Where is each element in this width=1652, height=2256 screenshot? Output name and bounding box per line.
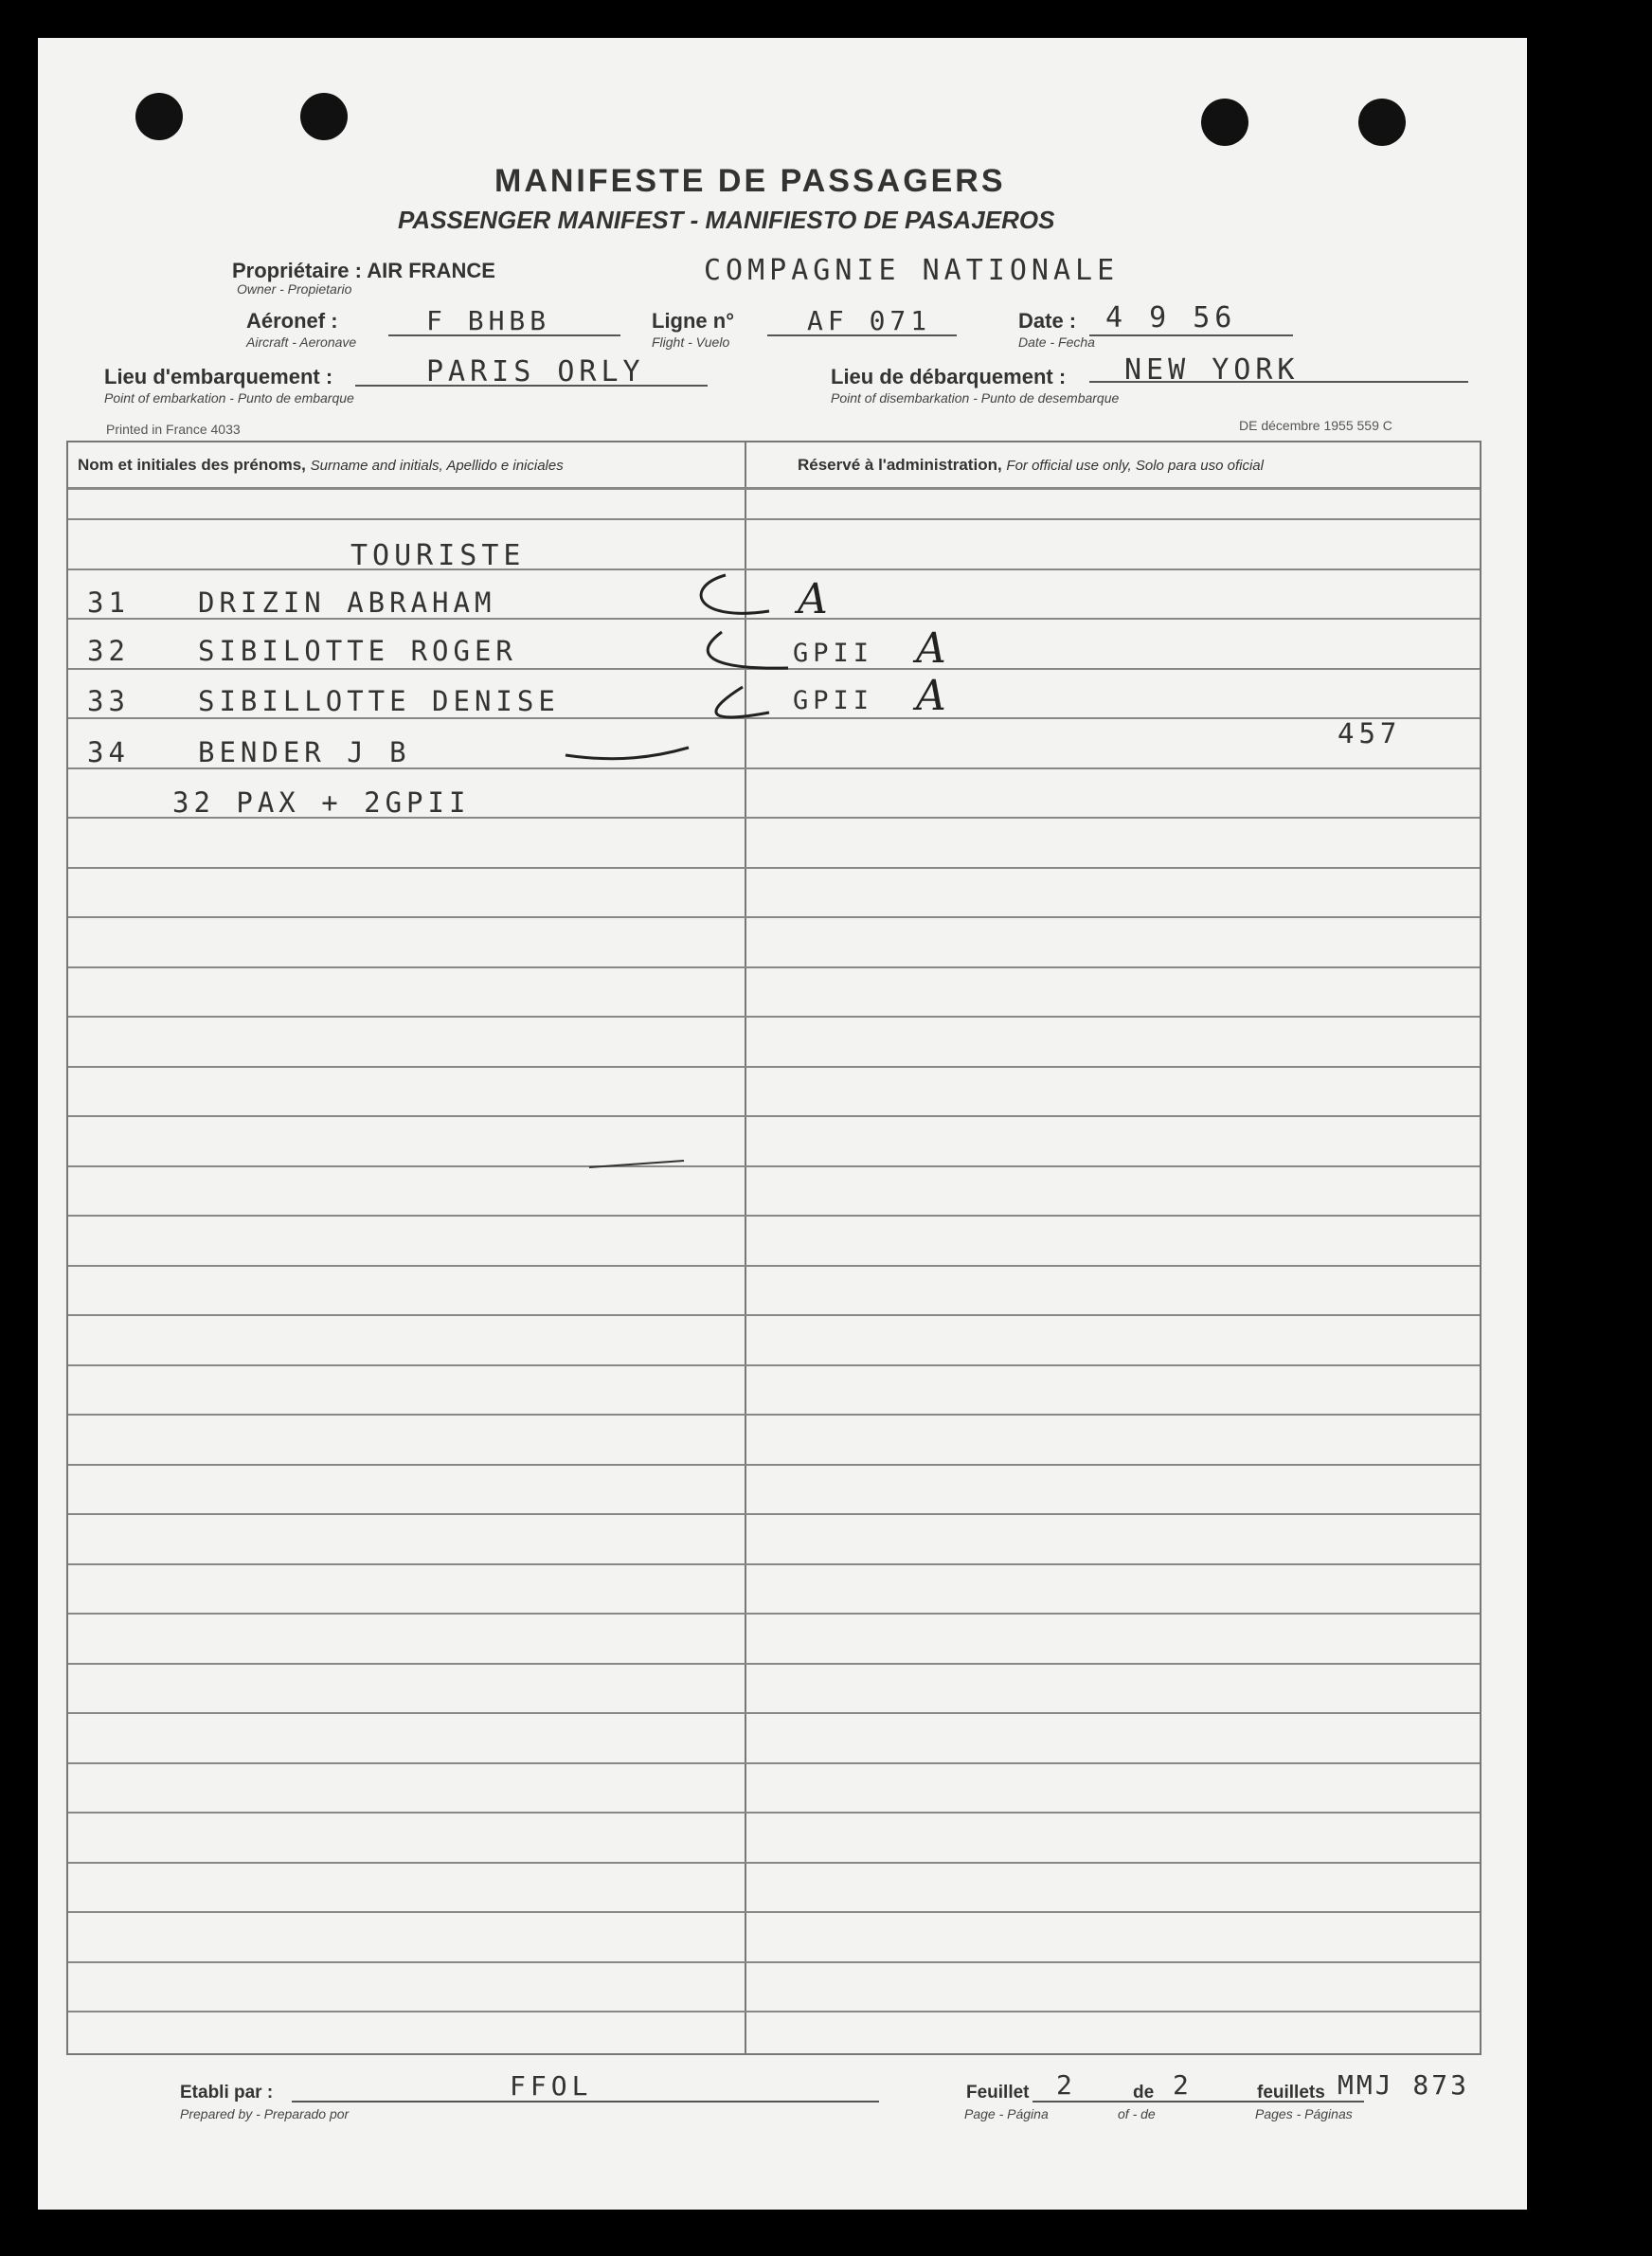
date-label: Date :	[1018, 309, 1077, 333]
aircraft-value: F BHBB	[426, 305, 551, 336]
passenger-name: SIBILLOTTE DENISE	[198, 685, 560, 717]
passenger-number: 31	[87, 587, 130, 619]
page-title: MANIFESTE DE PASSAGERS	[494, 163, 1006, 199]
handwritten-mark: A	[916, 624, 946, 673]
disembark-value: NEW YORK	[1124, 353, 1300, 387]
form-reference: DE décembre 1955 559 C	[1239, 418, 1392, 433]
punch-hole	[135, 93, 183, 140]
page-sublabel: Page - Página	[964, 2106, 1049, 2121]
left-header-bold: Nom et initiales des prénoms,	[78, 456, 306, 474]
passenger-name: SIBILOTTE ROGER	[198, 635, 517, 667]
flight-sublabel: Flight - Vuelo	[652, 334, 730, 350]
right-header-italic: For official use only, Solo para uso oficial	[1006, 458, 1264, 474]
of-sublabel: of - de	[1118, 2106, 1156, 2121]
aircraft-label: Aéronef :	[246, 309, 338, 333]
handwritten-mark: A	[916, 672, 946, 720]
embark-sublabel: Point of embarkation - Punto de embarque	[104, 390, 354, 406]
disembark-sublabel: Point of disembarkation - Punto de desembarque	[831, 390, 1120, 406]
owner-value: COMPAGNIE NATIONALE	[704, 254, 1120, 287]
of-number: 2	[1173, 2069, 1194, 2101]
of-label: de	[1133, 2083, 1155, 2103]
tick-mark	[716, 687, 769, 717]
flight-label: Ligne n°	[652, 309, 735, 333]
document-id: MMJ 873	[1338, 2069, 1470, 2101]
page-number: 2	[1056, 2069, 1077, 2101]
right-header-bold: Réservé à l'administration,	[798, 456, 1002, 474]
punch-hole	[1358, 99, 1406, 146]
date-sublabel: Date - Fecha	[1018, 334, 1095, 350]
owner-sublabel: Owner - Propietario	[237, 281, 352, 297]
passenger-table	[66, 441, 1481, 2055]
passenger-number: 33	[87, 685, 130, 717]
punch-hole	[300, 93, 348, 140]
date-value: 4 9 56	[1105, 301, 1237, 334]
flight-value: AF 071	[807, 305, 932, 336]
pen-stroke	[589, 1161, 684, 1167]
sheets-sublabel: Pages - Páginas	[1255, 2106, 1353, 2121]
passenger-number: 32	[87, 635, 130, 667]
printed-note: Printed in France 4033	[106, 422, 241, 437]
passenger-number: 34	[87, 736, 130, 768]
prepared-label: Etabli par :	[180, 2083, 274, 2103]
admin-number: 457	[1338, 717, 1402, 749]
page-label: Feuillet	[966, 2083, 1030, 2103]
tick-mark	[701, 575, 769, 613]
prepared-sublabel: Prepared by - Preparado por	[180, 2106, 350, 2121]
pen-stroke	[566, 748, 689, 759]
admin-code: GPII	[793, 686, 874, 715]
handwritten-mark: A	[798, 575, 828, 623]
disembark-label: Lieu de débarquement :	[831, 365, 1067, 388]
prepared-value: FFOL	[510, 2070, 593, 2102]
passenger-name: DRIZIN ABRAHAM	[198, 587, 496, 619]
passenger-name: BENDER J B	[198, 736, 411, 768]
manifest-sheet	[38, 38, 1527, 2210]
passenger-total: 32 PAX + 2GPII	[172, 786, 471, 819]
sheets-label: feuillets	[1257, 2083, 1325, 2103]
embark-value: PARIS ORLY	[426, 355, 645, 388]
admin-code: GPII	[793, 639, 874, 668]
left-header-italic: Surname and initials, Apellido e iniciales	[310, 458, 564, 474]
punch-hole	[1201, 99, 1248, 146]
owner-label: Propriétaire : AIR FRANCE	[232, 259, 495, 282]
class-heading: TOURISTE	[350, 539, 526, 572]
aircraft-sublabel: Aircraft - Aeronave	[246, 334, 357, 350]
handwritten-ticks	[68, 442, 1480, 2053]
embark-label: Lieu d'embarquement :	[104, 365, 333, 388]
tick-mark	[708, 632, 788, 668]
page-subtitle: PASSENGER MANIFEST - MANIFIESTO DE PASAJEROS	[398, 206, 1055, 234]
